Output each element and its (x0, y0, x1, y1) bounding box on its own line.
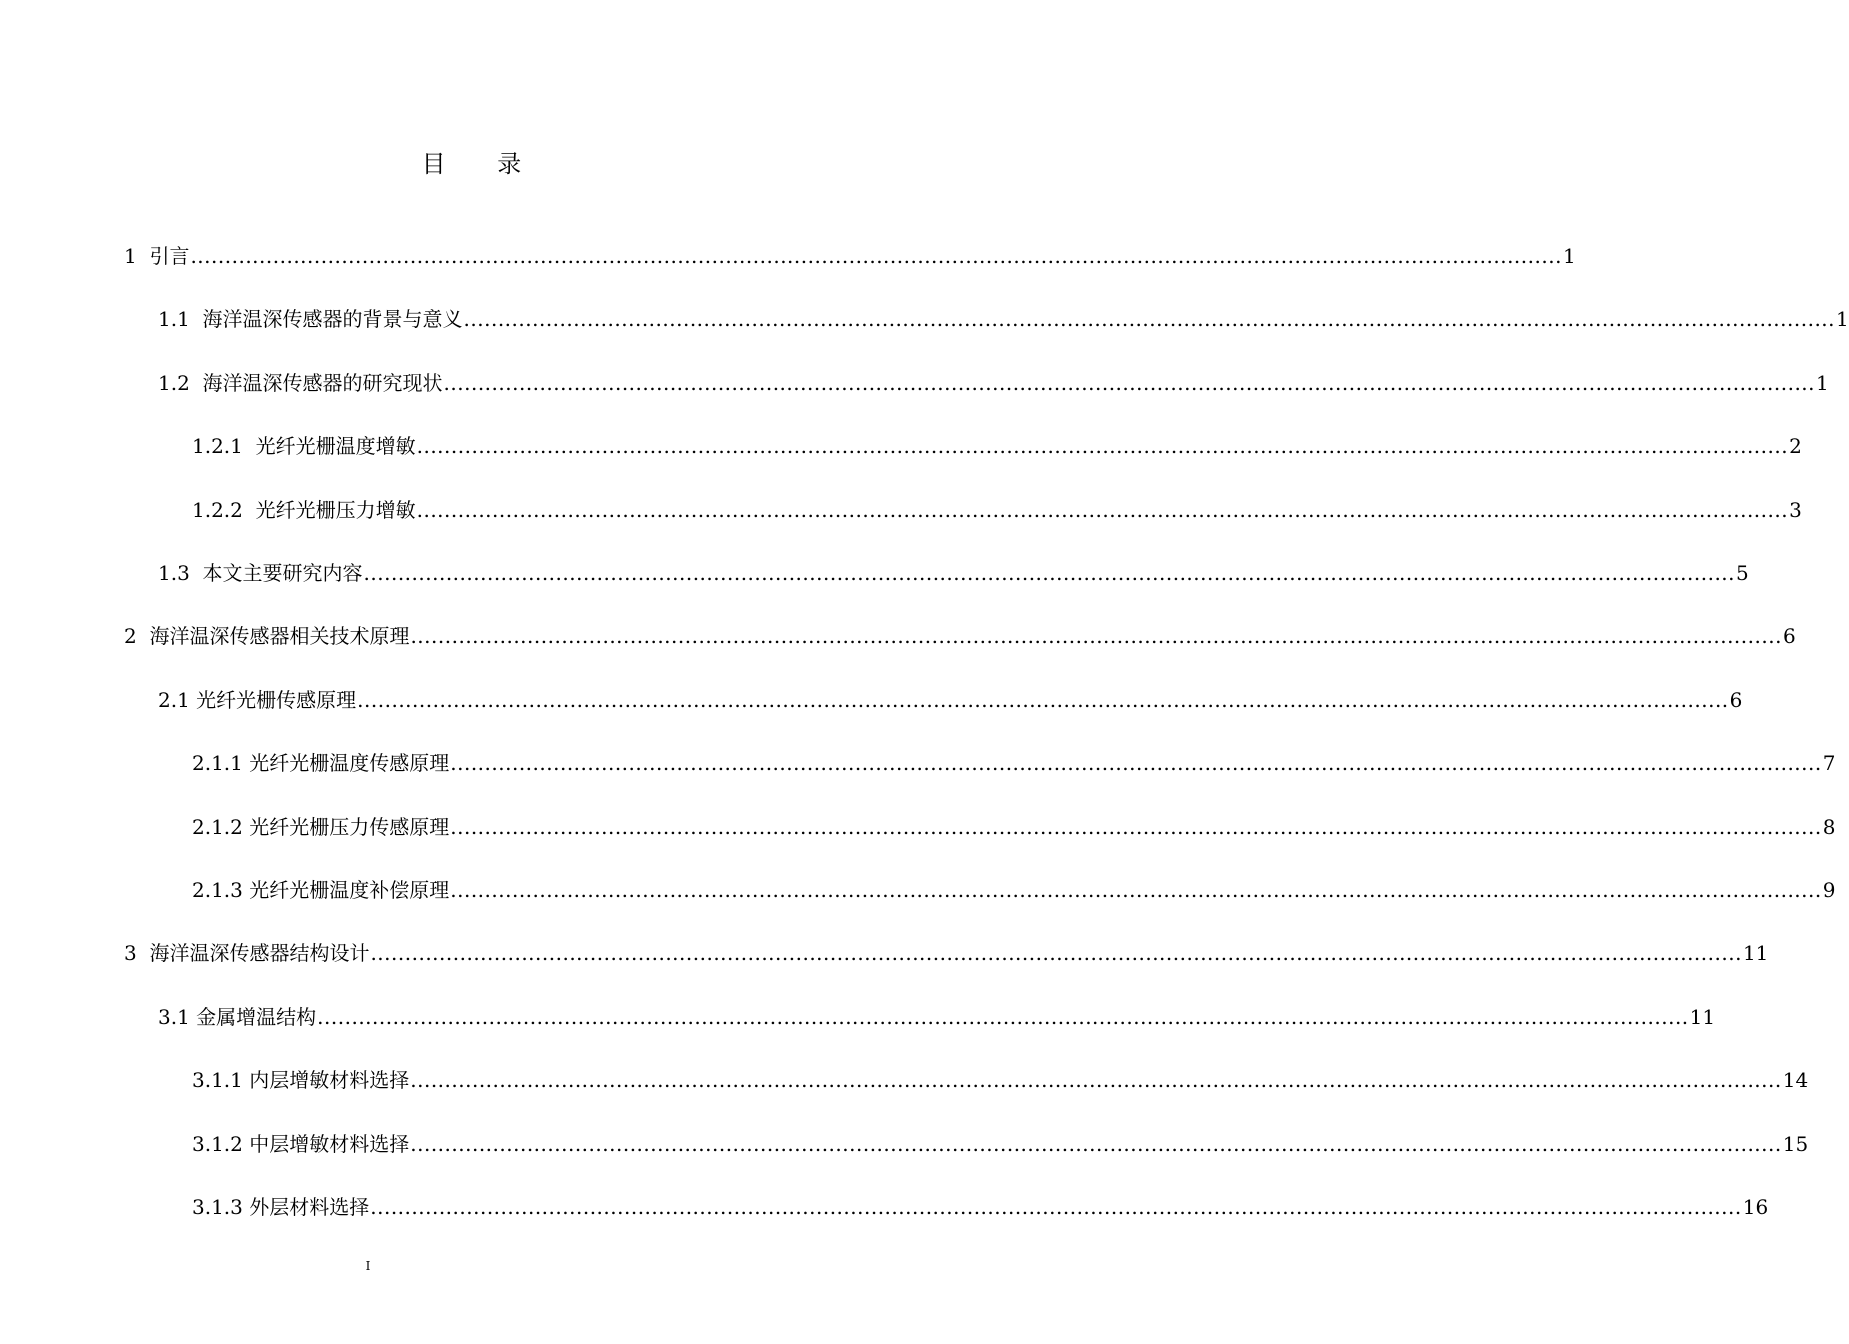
toc-entry-number: 2 (124, 624, 137, 648)
toc-entry-text: 引言 (149, 244, 190, 268)
toc-entry-text: 海洋温深传感器的背景与意义 (202, 307, 463, 331)
toc-entry-page: 1 (1816, 371, 1829, 395)
toc-entry-label (192, 1132, 409, 1156)
toc-entry-text: 海洋温深传感器的研究现状 (202, 371, 443, 395)
toc-entry-label (158, 371, 443, 395)
toc-entry-page: 3 (1789, 498, 1802, 522)
toc-entry[interactable] (158, 999, 1716, 1029)
toc-entry-page: 8 (1822, 815, 1836, 839)
toc-leader-dots: ........................................................................................................................................................................................................ (416, 434, 1789, 458)
toc-entry-text: 海洋温深传感器结构设计 (149, 941, 370, 965)
toc-entry-text: 光纤光栅温度增敏 (255, 434, 416, 458)
toc-entry[interactable] (158, 555, 1749, 585)
toc-entry-label (124, 624, 409, 648)
toc-entry-number: 2.1 (158, 688, 190, 712)
toc-entry[interactable] (124, 618, 1796, 648)
toc-entry-gap (243, 434, 256, 458)
toc-entry-number: 1.2.2 (192, 498, 243, 522)
toc-entry-label (158, 561, 363, 585)
toc-entry-number: 3.1 (158, 1005, 190, 1029)
toc-entry-label (158, 688, 356, 712)
toc-entry-page: 9 (1822, 878, 1836, 902)
toc-entry-page: 11 (1689, 1005, 1716, 1029)
toc-entry[interactable] (192, 1126, 1809, 1156)
toc-leader-dots: ........................................................................................................................................................................................................ (410, 1132, 1782, 1156)
toc-entry-page: 15 (1782, 1132, 1809, 1156)
toc-leader-dots: ........................................................................................................................................................................................................ (410, 1068, 1782, 1092)
toc-entry[interactable] (158, 365, 1829, 395)
toc-entry-label (192, 498, 416, 522)
toc-entry[interactable] (192, 809, 1836, 839)
toc-entry-text: 光纤光栅传感原理 (196, 688, 357, 712)
toc-entry-gap (190, 371, 203, 395)
toc-entry-page: 6 (1782, 624, 1796, 648)
toc-leader-dots: ........................................................................................................................................................................................................ (357, 688, 1729, 712)
toc-entry-label (192, 751, 449, 775)
toc-leader-dots: ........................................................................................................................................................................................................ (370, 941, 1742, 965)
toc-entry-page: 5 (1736, 561, 1749, 585)
toc-entry-gap (137, 624, 150, 648)
toc-title: 目 录 (421, 150, 544, 178)
toc-entry[interactable] (192, 1062, 1809, 1092)
toc-entry[interactable] (124, 935, 1769, 965)
toc-entry-page: 2 (1789, 434, 1802, 458)
toc-entry-text: 金属增温结构 (196, 1005, 317, 1029)
toc-entry-label (192, 434, 416, 458)
toc-entry-number: 2.1.2 (192, 815, 243, 839)
toc-entry-page: 1 (1836, 307, 1849, 331)
toc-entry-label (192, 815, 449, 839)
toc-leader-dots: ........................................................................................................................................................................................................ (463, 307, 1836, 331)
toc-leader-dots: ........................................................................................................................................................................................................ (317, 1005, 1689, 1029)
toc-entry-label (124, 244, 189, 268)
toc-entry-gap (190, 561, 203, 585)
toc-entry-label (192, 1195, 369, 1219)
toc-entry-text: 光纤光栅压力增敏 (255, 498, 416, 522)
toc-leader-dots: ........................................................................................................................................................................................................ (410, 624, 1782, 648)
toc-entry-page: 14 (1782, 1068, 1809, 1092)
toc-entry-gap (243, 498, 256, 522)
toc-entry-number: 3.1.1 (192, 1068, 243, 1092)
toc-entry-number: 2.1.1 (192, 751, 243, 775)
toc-entry-text: 外层材料选择 (249, 1195, 370, 1219)
toc-entry-page: 6 (1729, 688, 1743, 712)
toc-entry-label (124, 941, 369, 965)
toc-leader-dots: ........................................................................................................................................................................................................ (370, 1195, 1742, 1219)
toc-entry[interactable] (158, 301, 1849, 331)
toc-entry-number: 3 (124, 941, 137, 965)
toc-entry-number: 1.2 (158, 371, 190, 395)
toc-entry-gap (137, 941, 150, 965)
toc-entry-text: 海洋温深传感器相关技术原理 (149, 624, 410, 648)
toc-entry-number: 1.2.1 (192, 434, 243, 458)
toc-leader-dots: ........................................................................................................................................................................................................ (363, 561, 1736, 585)
toc-entry[interactable] (192, 1189, 1769, 1219)
toc-entry-page: 1 (1562, 244, 1576, 268)
toc-entry[interactable] (192, 745, 1836, 775)
toc-entry-text: 光纤光栅温度补偿原理 (249, 878, 450, 902)
toc-leader-dots: ........................................................................................................................................................................................................ (450, 815, 1822, 839)
toc-entry[interactable] (192, 872, 1836, 902)
toc-entry-number: 3.1.3 (192, 1195, 243, 1219)
toc-entry-label (192, 878, 449, 902)
toc-entry[interactable] (158, 682, 1743, 712)
toc-leader-dots: ........................................................................................................................................................................................................ (443, 371, 1816, 395)
toc-entry[interactable] (192, 428, 1802, 458)
toc-entry-label (158, 307, 463, 331)
toc-entry-gap (190, 307, 203, 331)
toc-entry-page: 16 (1742, 1195, 1769, 1219)
toc-entry-number: 1 (124, 244, 137, 268)
toc-entry-number: 3.1.2 (192, 1132, 243, 1156)
toc-entry-text: 中层增敏材料选择 (249, 1132, 410, 1156)
toc-leader-dots: ........................................................................................................................................................................................................ (450, 878, 1822, 902)
page-number: I (365, 1259, 371, 1273)
toc-leader-dots: ........................................................................................................................................................................................................ (450, 751, 1822, 775)
toc-entry-text: 光纤光栅温度传感原理 (249, 751, 450, 775)
toc-leader-dots: ........................................................................................................................................................................................................ (416, 498, 1789, 522)
toc-entry[interactable] (192, 492, 1802, 522)
toc-entry-text: 内层增敏材料选择 (249, 1068, 410, 1092)
toc-entry-number: 2.1.3 (192, 878, 243, 902)
toc-entry[interactable] (124, 238, 1576, 268)
toc-entry-text: 本文主要研究内容 (202, 561, 363, 585)
toc-entry-page: 7 (1822, 751, 1836, 775)
toc-entry-gap (137, 244, 150, 268)
toc-entry-number: 1.1 (158, 307, 190, 331)
toc-entry-label (192, 1068, 409, 1092)
toc-entry-text: 光纤光栅压力传感原理 (249, 815, 450, 839)
toc-entry-page: 11 (1742, 941, 1769, 965)
toc-leader-dots: ........................................................................................................................................................................................................ (190, 244, 1562, 268)
toc-entry-label (158, 1005, 316, 1029)
toc-entry-number: 1.3 (158, 561, 190, 585)
